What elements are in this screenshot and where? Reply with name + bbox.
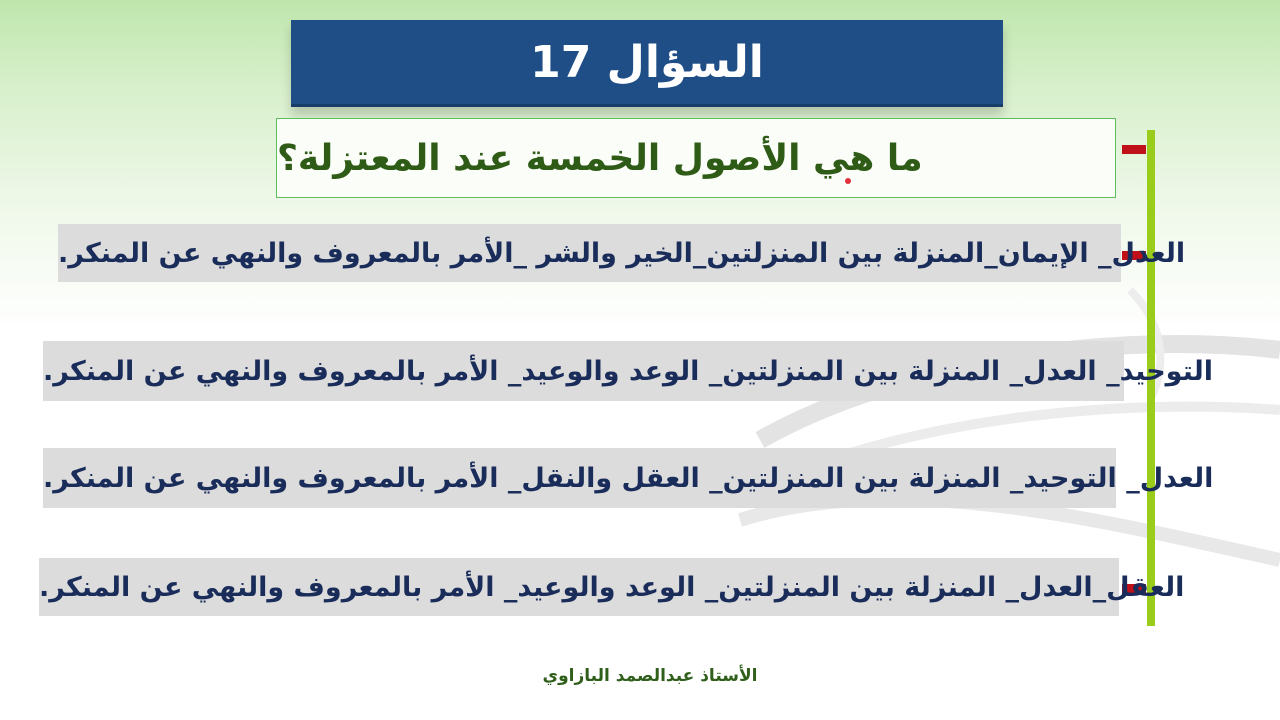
marker-question xyxy=(1122,145,1146,154)
answer-option-2[interactable] xyxy=(43,341,1213,401)
answer-option-text: العقل_العدل_ المنزلة بين المنزلتين_ الوعد والوعيد_ الأمر بالمعروف والنهي عن المنكر. xyxy=(39,571,1185,603)
answer-option-1[interactable] xyxy=(58,224,1186,282)
answer-option-4[interactable] xyxy=(39,558,1185,616)
answer-option-text: العدل_ الإيمان_المنزلة بين المنزلتين_الخير والشر _الأمر بالمعروف والنهي عن المنكر. xyxy=(58,237,1186,269)
answer-option-3[interactable] xyxy=(43,448,1214,508)
question-text: ما هي الأصول الخمسة عند المعتزلة؟ xyxy=(277,137,923,179)
title-text: السؤال 17 xyxy=(530,36,764,88)
question-number-title xyxy=(291,20,1003,107)
author-credit: الأستاذ عبدالصمد البازاوي xyxy=(542,666,758,686)
answer-option-text: العدل_ التوحيد_ المنزلة بين المنزلتين_ العقل والنقل_ الأمر بالمعروف والنهي عن المنكر. xyxy=(43,462,1214,494)
answer-option-text: التوحيد_ العدل_ المنزلة بين المنزلتين_ الوعد والوعيد_ الأمر بالمعروف والنهي عن المنكر. xyxy=(43,355,1213,387)
question-box xyxy=(276,118,1116,198)
pointer-dot xyxy=(845,178,851,184)
